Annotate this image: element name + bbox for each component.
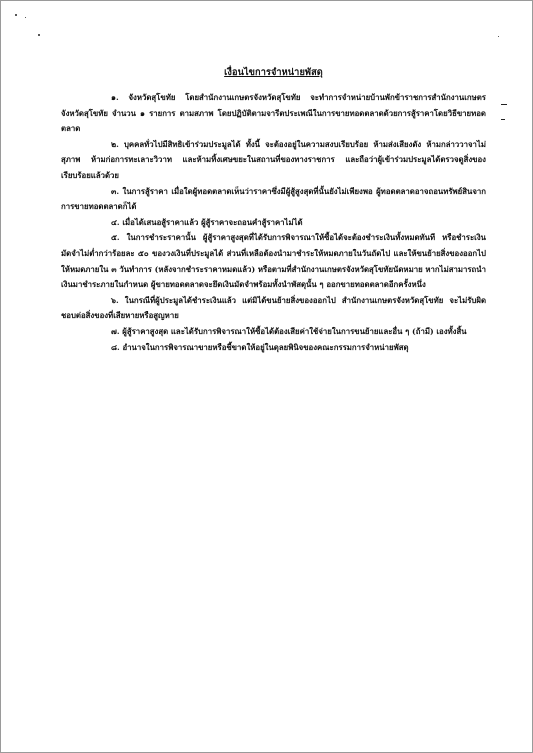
condition-item: [61, 137, 486, 184]
item-number: ๑.: [111, 93, 119, 102]
scan-speck: [498, 36, 499, 37]
condition-item: [61, 340, 486, 356]
item-number: ๔.: [111, 217, 120, 227]
item-text: ผู้สู้ราคาสูงสุด และได้รับการพิจารณาให้ซื้อได้ต้องเสียค่าใช้จ่ายในการขนย้ายและอื่น ๆ (ถ้ามี) เองทั้งสิ้น: [122, 326, 467, 336]
item-text: อำนาจในการพิจารณาขายหรือชี้ขาดให้อยู่ในดุลยพินิจของคณะกรรมการจำหน่ายพัสดุ: [122, 342, 409, 352]
item-number: ๘.: [111, 342, 120, 352]
item-number: ๕.: [111, 233, 120, 243]
item-text: ในการชำระราคานั้น ผู้สู้ราคาสูงสุดที่ได้รับการพิจารณาให้ซื้อได้จะต้องชำระเงินทั้งหมดทันที หรือชำระเงินมัดจำไม่ต่ำกว่าร้อยละ ๕๐ ของวงเงินที่ประมูลได้ ส่วนที่เหลือต้องนำมาชำระให้หมดภายในวันถัดไป และให้ขนย้ายสิ่งของออกไปให้หมดภายใน ๓ วันทำการ (หลังจากชำระราคาหมดแล้ว) หรือตามที่สำนักงานเกษตรจังหวัดสุโขทัยนัดหมาย หากไม่สามารถนำเงินมาชำระภายในกำหนด ผู้ขายทอดตลาดจะยึดเงินมัดจำพร้อมทั้งนำพัสดุนั้น ๆ ออกขายทอดตลาดอีกครั้งหนึ่ง: [61, 233, 486, 290]
condition-item: [61, 90, 486, 137]
item-text: ในการสู้ราคา เมื่อใดผู้ทอดตลาดเห็นว่าราคาซึ่งมีผู้สู้สูงสุดที่นั้นยังไม่เพียงพอ ผู้ทอดตลาดอาจถอนทรัพย์สินจากการขายทอดตลาดก็ได้: [61, 186, 487, 212]
condition-item: [61, 215, 486, 231]
condition-item: [61, 184, 486, 215]
item-number: ๖.: [111, 295, 119, 305]
item-text: จังหวัดสุโขทัย โดยสำนักงานเกษตรจังหวัดสุโขทัย จะทำการจำหน่ายบ้านพักข้าราชการสำนักงานเกษตรจังหวัดสุโขทัย จำนวน ๑ รายการ ตามสภาพ โดยปฏิบัติตามจารีตประเพณีในการขายทอดตลาดด้วยการสู้ราคาโดยวิธีขายทอดตลาด: [61, 93, 486, 134]
condition-item: [61, 230, 486, 292]
item-text: ในกรณีที่ผู้ประมูลได้ชำระเงินแล้ว แต่มิได้ขนย้ายสิ่งของออกไป สำนักงานเกษตรจังหวัดสุโขทัย จะไม่รับผิดชอบต่อสิ่งของที่เสียหายหรือสูญหาย: [61, 295, 487, 321]
item-text: เมื่อได้เสนอสู้ราคาแล้ว ผู้สู้ราคาจะถอนคำสู้ราคาไม่ได้: [122, 217, 303, 227]
scan-speck: [38, 34, 40, 36]
scan-speck: [15, 14, 17, 16]
condition-item: [61, 324, 486, 340]
scan-speck: [501, 119, 505, 120]
document-title: เงื่อนไขการจำหน่ายพัสดุ: [224, 67, 323, 78]
condition-item: [61, 293, 486, 324]
scan-speck: [25, 17, 26, 18]
item-number: ๒.: [111, 139, 119, 149]
item-text: บุคคลทั่วไปมีสิทธิเข้าร่วมประมูลได้ ทั้งนี้ จะต้องอยู่ในความสงบเรียบร้อย ห้ามส่งเสียงดัง ห้ามกล่าววาจาไม่สุภาพ ห้ามก่อการทะเลาะวิวาท และห้ามทิ้งเศษขยะในสถานที่ของทางราชการ และถือว่าผู้เข้าร่วมประมูลได้ตรวจดูสิ่งของเรียบร้อยแล้วด้วย: [61, 139, 486, 180]
scan-speck: [501, 104, 507, 105]
document-body: [61, 65, 486, 355]
item-number: ๓.: [111, 186, 120, 196]
item-number: ๗.: [111, 326, 120, 336]
